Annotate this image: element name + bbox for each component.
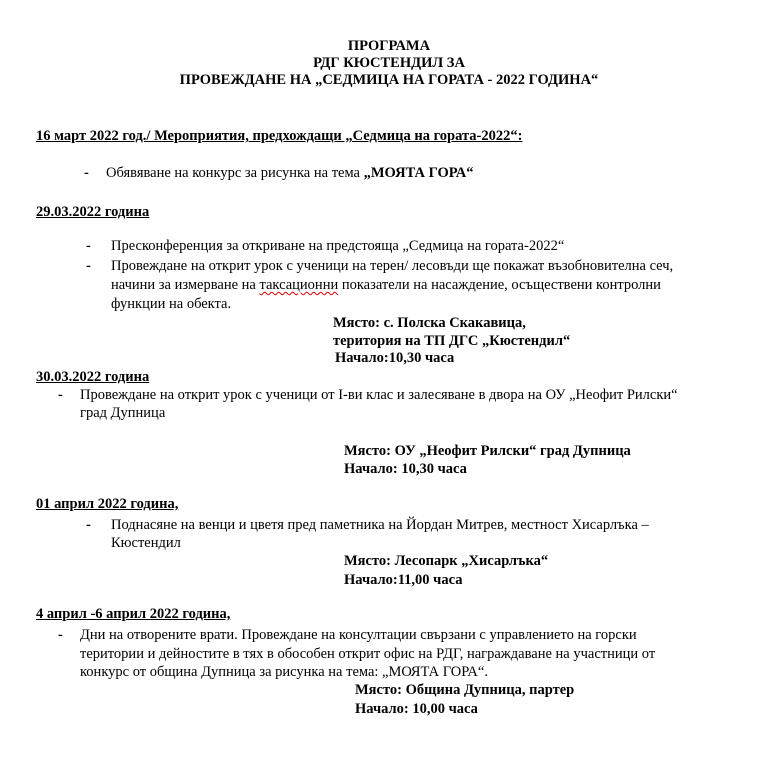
place: Място: ОУ „Неофит Рилски“ град Дупница	[344, 443, 631, 459]
list-item-wreaths-line-2: Кюстендил	[111, 535, 181, 551]
section-heading-4: 01 април 2022 година,	[36, 496, 179, 512]
list-item-text: Обявяване на конкурс за рисунка на тема	[106, 165, 364, 181]
place-line-2: територия на ТП ДГС „Кюстендил“	[333, 333, 571, 349]
text-fragment: начини за измерване на	[111, 277, 260, 293]
section-heading-5: 4 април -6 април 2022 година,	[36, 606, 231, 622]
place-line-1: Място: с. Полска Скакавица,	[333, 315, 526, 331]
bullet-dash: -	[86, 258, 91, 274]
section-heading-1: 16 март 2022 год./ Мероприятия, предхождащи „Седмица на гората-2022“:	[36, 128, 523, 144]
list-item-open-days-line-1: Дни на отворените врати. Провеждане на консултации свързани с управлението на горски	[80, 627, 637, 643]
start-time: Начало: 10,30 часа	[344, 461, 467, 477]
place: Място: Лесопарк „Хисарлъка“	[344, 553, 549, 569]
list-item-open-days-line-2: територии и дейностите в тях в обособен открит офис на РДГ, награждаване на участници от	[80, 646, 656, 662]
start-time: Начало:11,00 часа	[344, 572, 463, 588]
title-line-2: РДГ КЮСТЕНДИЛ ЗА	[313, 55, 465, 71]
bullet-dash: -	[86, 238, 91, 254]
list-item-open-days-line-3: конкурс от община Дупница за рисунка на тема: „МОЯТА ГОРА“.	[80, 664, 488, 680]
list-item-class-lesson-line-1: Провеждане на открит урок с ученици от І-ви клас и залесяване в двора на ОУ „Неофит Рилски“	[80, 387, 678, 403]
section-heading-2: 29.03.2022 година	[36, 204, 150, 220]
title-line-1: ПРОГРАМА	[347, 38, 431, 54]
list-item-open-lesson-line-3: функции на обекта.	[111, 296, 232, 312]
bullet-dash: -	[86, 517, 91, 533]
start-time: Начало: 10,00 часа	[355, 701, 478, 717]
list-item-press-conference: Пресконференция за откриване на предстояща „Седмица на гората-2022“	[111, 238, 565, 254]
list-item-contest	[106, 165, 474, 182]
bullet-dash: -	[84, 165, 89, 181]
section-heading-3: 30.03.2022 година	[36, 369, 150, 385]
contest-theme: „МОЯТА ГОРА“	[363, 165, 474, 181]
list-item-class-lesson-line-2: град Дупница	[80, 405, 166, 421]
start-time: Начало:10,30 часа	[335, 350, 455, 366]
list-item-open-lesson-line-1: Провеждане на открит урок с ученици на терен/ лесовъди ще покажат възобновителна сеч,	[111, 258, 674, 274]
spellcheck-word: таксационни	[259, 277, 339, 293]
text-fragment: показатели на насаждение, осъществени контролни	[338, 277, 661, 293]
title-line-3: ПРОВЕЖДАНЕ НА „СЕДМИЦА НА ГОРАТА - 2022 ГОДИНА“	[179, 72, 599, 88]
bullet-dash: -	[58, 627, 63, 643]
place: Място: Община Дупница, партер	[355, 682, 575, 698]
list-item-open-lesson-line-2	[111, 277, 661, 294]
bullet-dash: -	[58, 387, 63, 403]
list-item-wreaths-line-1: Поднасяне на венци и цветя пред паметника на Йордан Митрев, местност Хисарлъка –	[111, 517, 649, 533]
